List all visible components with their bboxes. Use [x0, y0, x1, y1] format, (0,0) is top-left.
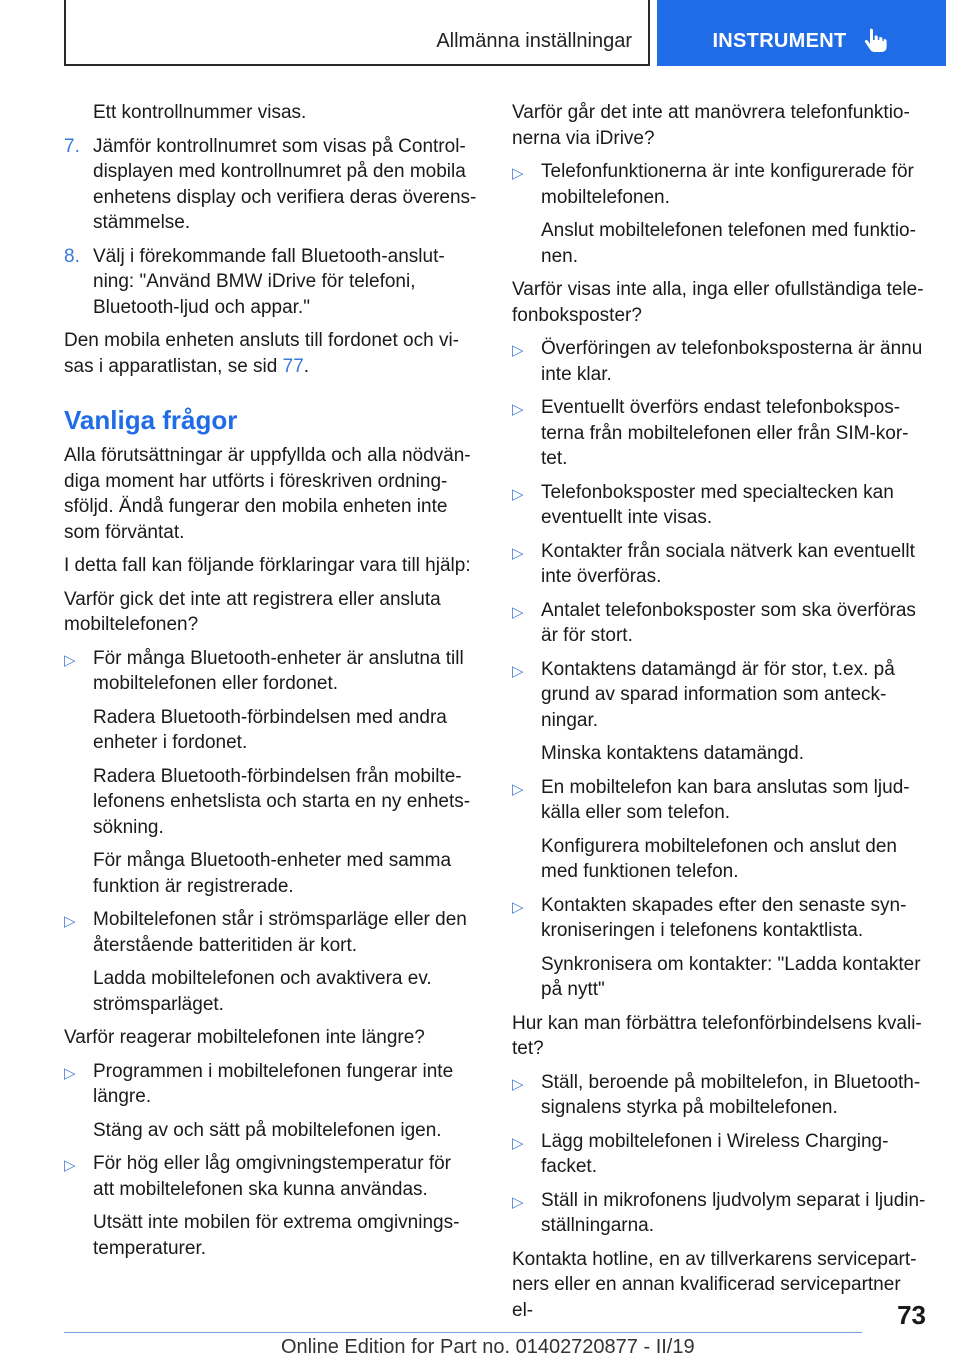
- bullet-item: [512, 336, 926, 387]
- bullet-item: [64, 1151, 477, 1202]
- solution-text: Ladda mobiltelefonen och avaktivera ev. strömsparläget.: [93, 968, 432, 1015]
- triangle-bullet-icon: ▷: [512, 401, 524, 418]
- triangle-bullet-icon: ▷: [512, 1134, 524, 1152]
- bullet-text: Mobiltelefonen står i strömsparläge eller den återstående batteritiden är kort.: [93, 909, 467, 956]
- step-continuation: Ett kontrollnummer visas.: [93, 102, 307, 123]
- triangle-bullet-icon: ▷: [512, 603, 524, 621]
- bullet-item: [512, 1129, 926, 1180]
- question: Hur kan man förbättra telefonförbindelsens kvali-tet?: [512, 1012, 922, 1059]
- paragraph: Alla förutsättningar är uppfyllda och alla nödvän-diga moment har utförts i föreskriven ordning-sföljd. Ändå fungerar den mobila enheten inte som förväntat.: [64, 445, 471, 543]
- bullet-text: För många Bluetooth-enheter är anslutna till mobiltelefonen eller fordonet.: [93, 647, 464, 694]
- paragraph-text: Den mobila enheten ansluts till fordonet och vi-sas i apparatlistan, se sid: [64, 330, 460, 377]
- bullet-text: Telefonboksposter med specialtecken kan eventuellt inte visas.: [541, 481, 894, 528]
- header-section-box: [64, 0, 650, 66]
- section-title: Allmänna inställningar: [436, 30, 632, 52]
- triangle-bullet-icon: ▷: [512, 1193, 524, 1211]
- footer-divider: [64, 1332, 862, 1333]
- solution-text: Utsätt inte mobilen för extrema omgivnings-temperaturer.: [93, 1212, 460, 1259]
- triangle-bullet-icon: ▷: [64, 651, 76, 669]
- bullet-item: [512, 395, 926, 472]
- page-reference-link[interactable]: 77: [282, 355, 304, 377]
- step-number: 7.: [64, 135, 80, 157]
- solution-text: Radera Bluetooth-förbindelsen med andra enheter i fordonet.: [93, 706, 447, 753]
- step-text: Jämför kontrollnumret som visas på Control-displayen med kontrollnumret på den mobila enhetens display och verifiera deras överens-stämmelse.: [93, 135, 477, 233]
- solution-text: Synkronisera om kontakter: "Ladda kontakter på nytt": [541, 953, 921, 1000]
- bullet-text: Eventuellt överförs endast telefonbokspos-terna från mobiltelefonen eller från SIM-kor-tet.: [541, 397, 909, 469]
- bullet-item: [512, 159, 926, 210]
- bullet-item: [512, 539, 926, 590]
- footer-edition-text: Online Edition for Part no. 01402720877 - II/19: [281, 1336, 695, 1358]
- bullet-text: Programmen i mobiltelefonen fungerar inte längre.: [93, 1060, 454, 1107]
- step-7: [64, 134, 477, 236]
- paragraph: [64, 328, 477, 379]
- section-heading: Vanliga frågor: [64, 405, 238, 435]
- bullet-text: Överföringen av telefonboksposterna är ännu inte klar.: [541, 338, 923, 385]
- bullet-text: Ställ, beroende på mobiltelefon, in Bluetooth-signalens styrka på mobiltelefonen.: [541, 1071, 921, 1118]
- bullet-item: [512, 1070, 926, 1121]
- bullet-text: Ställ in mikrofonens ljudvolym separat i ljudin-ställningarna.: [541, 1189, 926, 1236]
- paragraph: Kontakta hotline, en av tillverkarens servicepart-ners eller en annan kvalificerad servicepartner el-: [512, 1248, 917, 1321]
- page-number: 73: [897, 1300, 926, 1330]
- triangle-bullet-icon: ▷: [512, 544, 524, 562]
- bullet-text: Kontakten skapades efter den senaste syn-kroniseringen i telefonens kontaktlista.: [541, 894, 907, 941]
- triangle-bullet-icon: ▷: [512, 662, 524, 680]
- triangle-bullet-icon: ▷: [64, 1064, 76, 1082]
- triangle-bullet-icon: ▷: [64, 913, 76, 930]
- bullet-text: Kontaktens datamängd är för stor, t.ex. på grund av sparad information som anteck-ningar.: [541, 658, 895, 731]
- solution-text: Radera Bluetooth-förbindelsen från mobilte-lefonens enhetslista och starta en ny enhets-sökning.: [93, 765, 471, 838]
- solution-text: Anslut mobiltelefonen telefonen med funktio-nen.: [541, 220, 916, 267]
- instrument-tab-label: INSTRUMENT: [712, 29, 847, 52]
- triangle-bullet-icon: ▷: [512, 485, 524, 503]
- instrument-tab[interactable]: [657, 0, 946, 66]
- bullet-item: [512, 657, 926, 734]
- step-number: 8.: [64, 245, 80, 267]
- solution-text: Konfigurera mobiltelefonen och anslut den med funktionen telefon.: [541, 835, 897, 882]
- triangle-bullet-icon: ▷: [512, 898, 524, 916]
- left-column: [64, 100, 477, 1269]
- triangle-bullet-icon: ▷: [512, 1075, 524, 1093]
- solution-text: Minska kontaktens datamängd.: [541, 743, 804, 764]
- paragraph-text-end: .: [303, 355, 310, 377]
- bullet-text: En mobiltelefon kan bara anslutas som ljud-källa eller som telefon.: [541, 776, 910, 823]
- bullet-item: [64, 646, 477, 697]
- triangle-bullet-icon: ▷: [512, 780, 524, 798]
- question: Varför visas inte alla, inga eller ofullständiga tele-fonboksposter?: [512, 279, 924, 326]
- question: Varför går det inte att manövrera telefonfunktio-nerna via iDrive?: [512, 102, 910, 149]
- bullet-text: Kontakter från sociala nätverk kan eventuellt inte överföras.: [541, 540, 915, 587]
- bullet-text: Antalet telefonboksposter som ska överföras är för stort.: [541, 599, 916, 646]
- bullet-item: [64, 1059, 477, 1110]
- question: Varför gick det inte att registrera eller ansluta mobiltelefonen?: [64, 588, 441, 635]
- hand-pointer-icon: [861, 25, 891, 55]
- bullet-text: Lägg mobiltelefonen i Wireless Charging-facket.: [541, 1130, 889, 1177]
- bullet-item: [64, 907, 477, 958]
- bullet-item: [512, 893, 926, 944]
- solution-text: För många Bluetooth-enheter med samma funktion är registrerade.: [93, 850, 452, 897]
- bullet-item: [512, 1188, 926, 1239]
- bullet-item: [512, 775, 926, 826]
- solution-text: Stäng av och sätt på mobiltelefonen igen.: [93, 1119, 442, 1141]
- question: Varför reagerar mobiltelefonen inte längre?: [64, 1027, 425, 1048]
- bullet-item: [512, 598, 926, 649]
- right-column: [512, 100, 926, 1331]
- step-8: [64, 244, 477, 321]
- triangle-bullet-icon: ▷: [64, 1157, 76, 1174]
- bullet-item: [512, 480, 926, 531]
- step-text: Välj i förekommande fall Bluetooth-anslut-ning: "Använd BMW iDrive för telefoni, Bluetooth-ljud och appar.": [93, 245, 445, 318]
- bullet-text: Telefonfunktionerna är inte konfigurerade för mobiltelefonen.: [541, 161, 914, 208]
- paragraph: I detta fall kan följande förklaringar vara till hjälp:: [64, 555, 471, 576]
- bullet-text: För hög eller låg omgivningstemperatur för att mobiltelefonen ska kunna användas.: [93, 1153, 452, 1200]
- triangle-bullet-icon: ▷: [512, 342, 524, 359]
- triangle-bullet-icon: ▷: [512, 165, 524, 182]
